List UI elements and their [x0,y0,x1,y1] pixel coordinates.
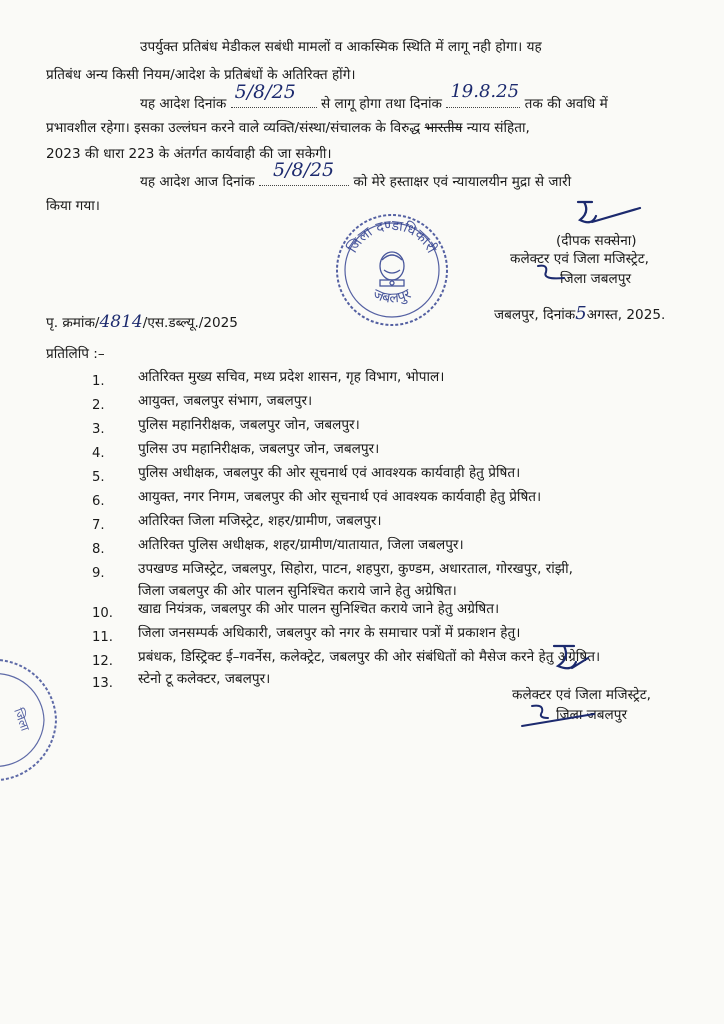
date-blank-2 [446,81,520,108]
copy-item-number: 6. [92,494,105,509]
margin-seal-text: जिला [11,706,33,733]
margin-seal-partial [0,650,60,790]
signatory2-designation: कलेक्टर एवं जिला मजिस्ट्रेट, [512,687,651,703]
para2-line1 [140,81,608,113]
place-date [494,305,665,324]
copy-item-number: 1. [92,374,105,389]
copy-item-text-continued: जिला जबलपुर की ओर पालन सुनिश्चित कराये जाने हेतु अग्रेषित। [138,583,457,599]
place-date-a: जबलपुर, दिनांक [494,307,576,323]
signatory-name: (दीपक सक्सेना) [556,233,637,249]
reference-suffix: /एस.डब्ल्यू./2025 [142,315,238,331]
signature-2 [548,640,608,680]
copy-item-number: 12. [92,654,113,669]
copy-item-text: अतिरिक्त पुलिस अधीक्षक, शहर/ग्रामीण/यातायात, जिला जबलपुर। [138,537,464,553]
copy-item-text: आयुक्त, नगर निगम, जबलपुर की ओर सूचनार्थ एवं आवश्यक कार्यवाही हेतु प्रेषित। [138,489,542,505]
date-blank-3 [259,159,349,186]
para2-line3: 2023 की धारा 223 के अंतर्गत कार्यवाही की जा सकेगी। [46,146,332,162]
emblem-icon [380,252,404,286]
handwritten-date-2: 19.8.25 [450,81,520,102]
signature-mark-1 [534,262,574,282]
para3-line2: किया गया। [46,198,100,214]
para2-text-b: से लागू होगा तथा दिनांक [321,96,442,112]
copy-item-text: अतिरिक्त मुख्य सचिव, मध्य प्रदेश शासन, गृह विभाग, भोपाल। [138,369,445,385]
copy-item-text: जिला जनसम्पर्क अधिकारी, जबलपुर को नगर के समाचार पत्रों में प्रकाशन हेतु। [138,625,521,641]
para1-line1: उपर्युक्त प्रतिबंध मेडीकल सबंधी मामलों व आकस्मिक स्थिति में लागू नही होगा। यह [140,39,542,55]
para1-line2: प्रतिबंध अन्य किसी नियम/आदेश के प्रतिबंधों के अतिरिक्त होंगे। [46,67,356,83]
copy-item-number: 5. [92,470,105,485]
para3-text-b: को मेरे हस्ताक्षर एवं न्यायालयीन मुद्रा से जारी [353,174,572,190]
copy-item-number: 7. [92,518,105,533]
seal-bottom-text: जबलपुर [370,286,414,307]
place-date-b: अगस्त, 2025. [586,307,666,323]
para2-line2-b: न्याय संहिता, [466,120,530,136]
copy-item-number: 2. [92,398,105,413]
copy-item-text: पुलिस अधीक्षक, जबलपुर की ओर सूचनार्थ एवं आवश्यक कार्यवाही हेतु प्रेषित। [138,465,521,481]
copy-item-number: 13. [92,676,113,691]
reference-number-line [46,313,238,332]
para2-line2 [46,119,530,137]
para2-text-a: यह आदेश दिनांक [140,96,227,112]
reference-prefix: पृ. क्रमांक/ [46,315,100,331]
signature-1 [570,196,650,232]
copy-item-number: 3. [92,422,105,437]
signatory-designation: कलेक्टर एवं जिला मजिस्ट्रेट, [510,251,649,267]
official-seal [332,208,452,328]
copy-item-text: स्टेनो टू कलेक्टर, जबलपुर। [138,671,271,687]
struck-word: भारतीय [424,120,463,136]
reference-number: 4814 [99,312,143,332]
copy-item-text: खाद्य नियंत्रक, जबलपुर की ओर पालन सुनिश्चित कराये जाने हेतु अग्रेषित। [138,601,500,617]
para3-line1 [140,159,572,191]
para2-line2-a: प्रभावशील रहेगा। इसका उल्लंघन करने वाले व्यक्ति/संस्था/संचालक के विरुद्ध [46,120,421,136]
copy-item-number: 4. [92,446,105,461]
copy-item-number: 10. [92,606,113,621]
svg-text:जबलपुर [370,286,413,307]
seal-top-text: जिला दण्डाधिकारी [344,217,440,256]
copy-item-text: पुलिस उप महानिरीक्षक, जबलपुर जोन, जबलपुर। [138,441,380,457]
copy-item-number: 9. [92,566,105,581]
copy-item-text: अतिरिक्त जिला मजिस्ट्रेट, शहर/ग्रामीण, जबलपुर। [138,513,382,529]
copy-item-text: प्रबंधक, डिस्ट्रिक्ट ई–गवर्नेस, कलेक्ट्रेट, जबलपुर की ओर संबंधितों को मैसेज करने हेतु अग्रेषित। [138,649,601,665]
copy-heading: प्रतिलिपि :– [46,346,105,362]
signatory2-district: जिला जबलपुर [556,707,628,723]
signature-mark-2 [518,700,598,730]
date-blank-1 [231,81,317,108]
handwritten-day: 5 [575,303,587,324]
copy-item-number: 11. [92,630,113,645]
para3-text-a: यह आदेश आज दिनांक [140,174,255,190]
copy-item-text: पुलिस महानिरीक्षक, जबलपुर जोन, जबलपुर। [138,417,360,433]
signatory-district: जिला जबलपुर [560,271,632,287]
handwritten-date-1: 5/8/25 [234,81,296,103]
copy-item-number: 8. [92,542,105,557]
handwritten-date-3: 5/8/25 [272,159,335,181]
copy-item-text: उपखण्ड मजिस्ट्रेट, जबलपुर, सिहोरा, पाटन, शहपुरा, कुण्डम, अधारताल, गोरखपुर, रांझी, [138,561,573,577]
copy-item-text: आयुक्त, जबलपुर संभाग, जबलपुर। [138,393,313,409]
para2-text-c: तक की अवधि में [524,96,608,112]
